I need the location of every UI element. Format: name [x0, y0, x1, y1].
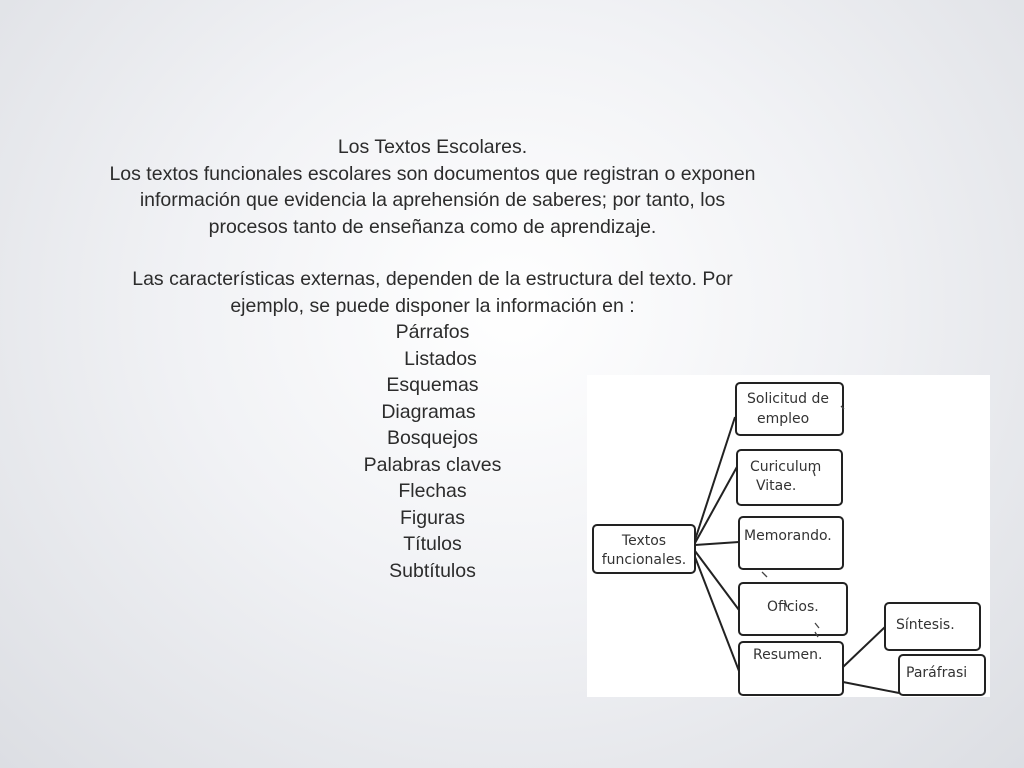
sub-node-label: Síntesis. — [896, 617, 955, 633]
connector-line — [843, 682, 899, 693]
list-item: Diagramas — [381, 400, 476, 423]
branch-node-label: Resumen. — [753, 647, 823, 663]
connector-line — [695, 557, 739, 671]
branch-node-label: empleo — [757, 411, 810, 427]
connector-line — [695, 551, 739, 610]
connector-line — [695, 417, 735, 540]
spacer — [30, 240, 835, 266]
root-node-label: funcionales. — [601, 552, 687, 568]
tick-mark — [762, 572, 767, 577]
text-types-diagram — [587, 375, 990, 697]
branch-node-label: Solicitud de — [747, 391, 830, 407]
sub-node-label: Paráfrasi — [906, 665, 968, 681]
root-node-label: Textos — [621, 533, 667, 549]
slide-title: Los Textos Escolares. — [337, 136, 528, 158]
intro-line: Los textos funcionales escolares son documentos que registran o exponen — [109, 162, 756, 185]
branch-node-label: Curiculum — [750, 459, 822, 475]
features-line: ejemplo, se puede disponer la información en : — [230, 294, 635, 317]
intro-line: información que evidencia la aprehensión de saberes; por tanto, los — [139, 189, 726, 211]
branch-node-label: Memorando. — [744, 528, 832, 544]
branch-node-label: Vitae. — [756, 478, 797, 494]
connector-line — [695, 542, 739, 545]
list-item: Bosquejos — [386, 427, 479, 449]
list-item: Párrafos — [395, 321, 470, 343]
list-item: Palabras claves — [363, 453, 502, 476]
list-item: Figuras — [399, 506, 466, 529]
branch-node-label: Oficios. — [767, 599, 819, 615]
list-item: Títulos — [403, 533, 462, 555]
list-item: Flechas — [398, 480, 467, 502]
list-item: Esquemas — [386, 374, 479, 396]
intro-line: procesos tanto de enseñanza como de aprendizaje. — [208, 215, 657, 238]
list-item: Listados — [404, 347, 477, 370]
list-item: Subtítulos — [389, 559, 476, 582]
features-line: Las características externas, dependen de la estructura del texto. Por — [132, 268, 733, 290]
connector-line — [843, 627, 885, 667]
